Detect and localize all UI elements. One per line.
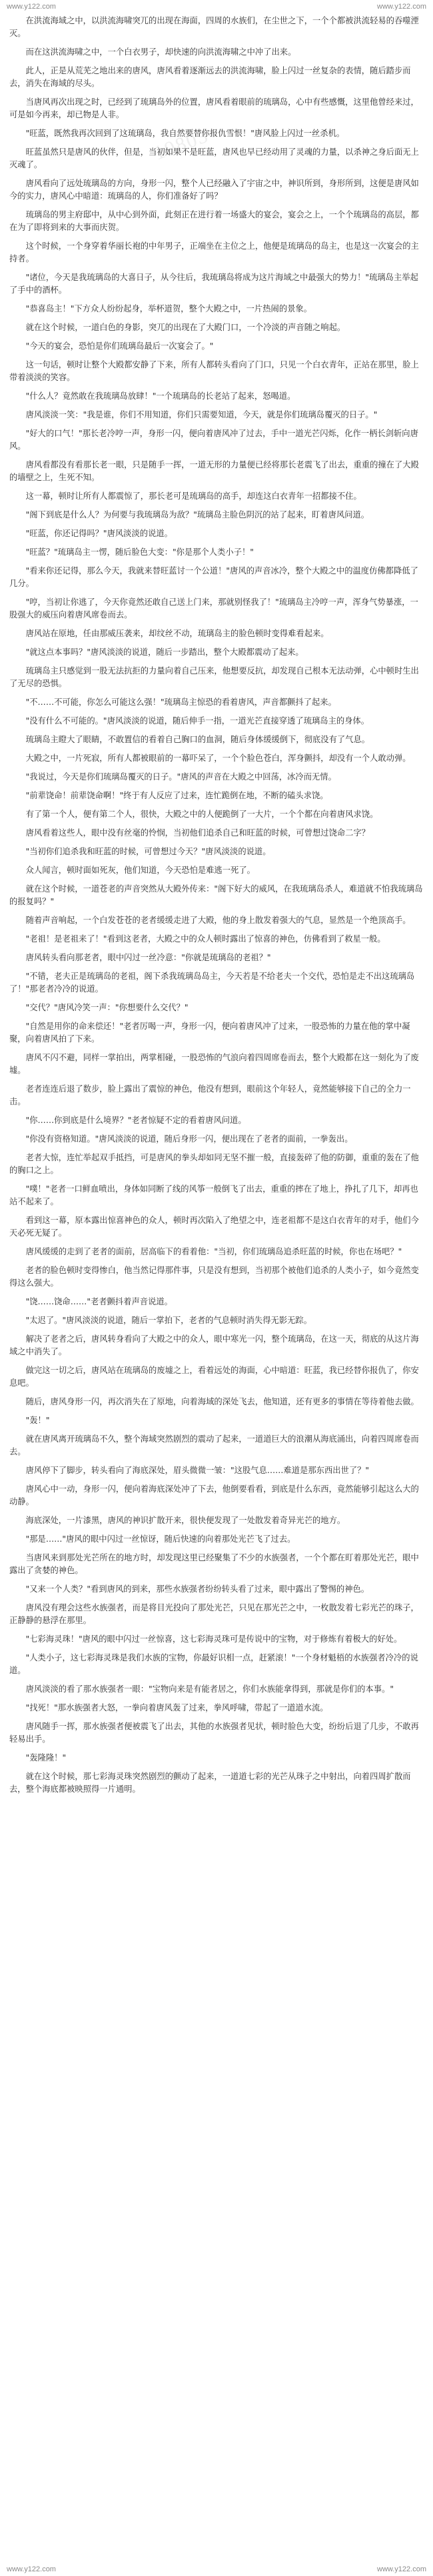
paragraph: 唐风停下了脚步，转头看向了海底深处，眉头微微一皱："这股气息……难道是那东西出世了？" — [25, 1466, 370, 1475]
paragraph: "轰隆隆！" — [25, 1753, 67, 1762]
paragraph: "旺蓝？"琉璃岛主一愣，随后脸色大变："你是那个人类小子！" — [25, 547, 254, 557]
paragraph: 就在唐风离开琉璃岛不久，整个海域突然剧烈的震动了起来，一道道巨大的浪潮从海底涌出，向着四周席卷而去。 — [9, 1434, 419, 1456]
paragraph: 唐风站在原地，任由那威压袭来，却纹丝不动，琉璃岛主的脸色顿时变得难看起来。 — [25, 629, 329, 638]
paragraph: "当初你们追杀我和旺蓝的时候，可曾想过今天？"唐风淡淡的说道。 — [25, 847, 271, 856]
paragraph: 随后，唐风身形一闪，再次消失在了原地，向着海域的深处飞去，他知道，还有更多的事情在等待着他去做。 — [25, 1397, 419, 1406]
paragraph: "什么人？竟然敢在我琉璃岛放肆！"一个琉璃岛的长老站了起来，怒喝道。 — [25, 391, 296, 401]
paragraph: "人类小子，这七彩海灵珠是我们水族的宝物，你最好识相一点，赶紧滚！"一个身材魁梧的水族强者冷冷的说道。 — [9, 1653, 418, 1675]
paragraph: 唐风淡淡一笑："我是谁，你们不用知道，你们只需要知道，今天，就是你们琉璃岛覆灭的日子。" — [25, 410, 378, 419]
paragraph: 大殿之中，一片死寂，所有人都被眼前的一幕吓呆了，一个个脸色苍白，浑身颤抖，却没有一个人敢动弹。 — [25, 754, 411, 763]
paragraph: 就在这个时候，一道苍老的声音突然从大殿外传来："阁下好大的威风，在我琉璃岛杀人，难道就不怕我琉璃岛的报复吗？" — [9, 884, 423, 906]
paragraph: 老者连连后退了数步，脸上露出了震惊的神色，他没有想到，眼前这个年轻人，竟然能够接下自己的全力一击。 — [9, 1084, 411, 1106]
paragraph: "饶……饶命……"老者颤抖着声音说道。 — [25, 1297, 173, 1306]
watermark-bottom-left: www.y122.com — [7, 2565, 56, 2573]
paragraph: 做完这一切之后，唐风站在琉璃岛的废墟之上，看着远处的海面，心中暗道：旺蓝，我已经替你报仇了，你安息吧。 — [9, 1366, 419, 1388]
paragraph: 在洪流海域之中，以洪流海啸突兀的出现在海面，四周的水族们，在尘世之下，一个个都被洪流轻易的吞噬湮灭。 — [9, 16, 419, 38]
paragraph: "找死！"那水族强者大怒，一拳向着唐风轰了过来，拳风呼啸，带起了一道道水流。 — [25, 1703, 328, 1712]
paragraph: 这一句话，顿时让整个大殿都安静了下来，所有人都转头看向了门口，只见一个白衣青年，正站在那里，脸上带着淡淡的笑容。 — [9, 360, 419, 382]
article-body — [9, 15, 424, 2557]
paragraph: "今天的宴会，恐怕是你们琉璃岛最后一次宴会了。" — [25, 341, 214, 351]
paragraph: "你……你到底是什么境界？"老者惊疑不定的看着唐风问道。 — [25, 1116, 246, 1125]
paragraph: 老者大惊，连忙举起双手抵挡，可是唐风的拳头却如同无坚不摧一般，直接轰碎了他的防御，重重的轰在了他的胸口之上。 — [9, 1153, 419, 1175]
paragraph: 众人闻言，顿时面如死灰，他们知道，今天恐怕是难逃一死了。 — [25, 866, 255, 875]
paragraph: "旺蓝，你还记得吗？"唐风淡淡的说道。 — [25, 529, 173, 538]
paragraph: "阁下到底是什么人？为何要与我琉璃岛为敌？"琉璃岛主脸色阴沉的站了起来，盯着唐风问道。 — [25, 510, 370, 519]
paragraph: 海底深处，一片漆黑，唐风的神识扩散开来，很快便发现了一处散发着奇异光芒的地方。 — [25, 1516, 346, 1525]
watermark-bottom-right: www.y122.com — [377, 2565, 426, 2573]
paragraph: 这一幕，顿时让所有人都震惊了，那长老可是琉璃岛的高手，却连这白衣青年一招都接不住。 — [25, 491, 362, 501]
paragraph: 唐风看都没有看那长老一眼，只是随手一挥，一道无形的力量便已经将那长老震飞了出去，重重的撞在了大殿的墙壁之上，生死不知。 — [9, 460, 419, 482]
paragraph: 唐风看向了远处琉璃岛的方向，身形一闪，整个人已经融入了宇宙之中，神识所到，身形所到，这便是唐风如今的实力，唐风心中暗道：琉璃岛的人，你们准备好了吗？ — [9, 179, 419, 201]
paragraph: "噗！"老者一口鲜血喷出，身体如同断了线的风筝一般倒飞了出去，重重的摔在了地上，挣扎了几下，却再也站不起来了。 — [9, 1184, 418, 1206]
paragraph: "看来你还记得，那么今天，我就来替旺蓝讨一个公道！"唐风的声音冰冷，整个大殿之中的温度仿佛都降低了几分。 — [9, 566, 418, 588]
paragraph: 唐风转头看向那老者，眼中闪过一丝冷意："你就是琉璃岛的老祖？" — [25, 953, 271, 962]
watermark-stamp: 19803 — [151, 124, 212, 165]
paragraph: 唐风随手一挥，那水族强者便被震飞了出去，其他的水族强者见状，顿时脸色大变，纷纷后退了几步，不敢再轻易出手。 — [9, 1722, 419, 1744]
paragraph: "那是……"唐风的眼中闪过一丝惊讶，随后快速的向着那处光芒飞了过去。 — [25, 1534, 296, 1544]
paragraph: 就在这个时候，那七彩海灵珠突然剧烈的颤动了起来，一道道七彩的光芒从珠子之中射出，向着四周扩散而去，整个海底都被映照得一片通明。 — [9, 1772, 411, 1794]
paragraph: "交代？"唐风冷笑一声："你想要什么交代？" — [25, 1003, 189, 1012]
paragraph: 琉璃岛的男主府邸中，从中心到外面，此刻正在进行着一场盛大的宴会，宴会之上，一个个琉璃岛的高层，都在为了即将到来的大事而庆贺。 — [9, 210, 419, 232]
paragraph: "好大的口气！"那长老冷哼一声，身形一闪，便向着唐风冲了过去，手中一道光芒闪烁，化作一柄长剑斩向唐风。 — [9, 429, 418, 451]
paragraph: "又来一个人类？"看到唐风的到来，那些水族强者纷纷转头看了过来，眼中露出了警惕的神色。 — [25, 1584, 370, 1594]
paragraph: 琉璃岛主瞪大了眼睛，不敢置信的看着自己胸口的血洞，随后身体缓缓倒下，彻底没有了气息。 — [25, 735, 370, 744]
watermark-top-left: www.y122.com — [7, 3, 56, 11]
paragraph: "太迟了。"唐风淡淡的说道，随后一掌拍下，老者的气息顿时消失得无影无踪。 — [25, 1316, 312, 1325]
paragraph: 当唐风再次出现之时，已经到了琉璃岛外的位置，唐风看着眼前的琉璃岛，心中有些感慨，这里他曾经来过，可是如今再来，却已物是人非。 — [9, 97, 419, 119]
watermark-top-right: www.y122.com — [377, 3, 426, 11]
paragraph: 老者的脸色顿时变得惨白，他当然记得那件事，只是没有想到，当初那个被他们追杀的人类小子，如今竟然变得这么强大。 — [9, 1266, 419, 1288]
paragraph: "不错，老夫正是琉璃岛的老祖，阁下杀我琉璃岛岛主，今天若是不给老夫一个交代，恐怕是走不出这琉璃岛了！"那老者冷冷的说道。 — [9, 972, 415, 994]
paragraph: 琉璃岛主只感觉到一股无法抗拒的力量向着自己压来，他想要反抗，却发现自己根本无法动弹，心中顿时生出了无尽的恐惧。 — [9, 666, 419, 688]
paragraph: 而在这洪流海啸之中，一个白衣男子，却快速的向洪流海啸之中冲了出来。 — [25, 47, 296, 57]
paragraph: 这个时候，一个身穿着华丽长袍的中年男子，正端坐在主位之上，他便是琉璃岛的岛主，也是这一次宴会的主持者。 — [9, 241, 419, 263]
paragraph: "没有什么不可能的。"唐风淡淡的说道，随后伸手一指，一道光芒直接穿透了琉璃岛主的身体。 — [25, 716, 370, 726]
paragraph: "自然是用你的命来偿还！"老者厉喝一声，身形一闪，便向着唐风冲了过来，一股恐怖的力量在他的掌中凝聚，向着唐风拍了下来。 — [9, 1022, 410, 1044]
paragraph: 随着声音响起，一个白发苍苍的老者缓缓走进了大殿，他的身上散发着强大的气息，显然是一个绝顶高手。 — [25, 916, 411, 925]
paragraph: "不……不可能，你怎么可能这么强！"琉璃岛主惊恐的看着唐风，声音都颤抖了起来。 — [25, 698, 336, 707]
paragraph: 看到这一幕，原本露出惊喜神色的众人，顿时再次陷入了绝望之中，连老祖都不是这白衣青年的对手，他们今天必死无疑了。 — [9, 1216, 419, 1238]
paragraph: 唐风缓缓的走到了老者的面前，居高临下的看着他："当初，你们琉璃岛追杀旺蓝的时候，你也在场吧？" — [25, 1247, 402, 1256]
paragraph: "恭喜岛主！"下方众人纷纷起身，举杯道贺，整个大殿之中，一片热闹的景象。 — [25, 304, 312, 313]
paragraph: 唐风不闪不避，同样一掌拍出，两掌相碰，一股恐怖的气浪向着四周席卷而去，整个大殿都在这一刻化为了废墟。 — [9, 1053, 419, 1075]
paragraph: "就这点本事吗？"唐风淡淡的说道，随后一步踏出，整个大殿都震动了起来。 — [25, 648, 304, 657]
paragraph: 解决了老者之后，唐风转身看向了大殿之中的众人，眼中寒光一闪，整个琉璃岛，在这一天，彻底的从这片海域之中消失了。 — [9, 1334, 419, 1356]
paragraph: 唐风看着这些人，眼中没有丝毫的怜悯，当初他们追杀自己和旺蓝的时候，可曾想过饶命二字？ — [25, 828, 370, 838]
paragraph: "我说过，今天是你们琉璃岛覆灭的日子。"唐风的声音在大殿之中回荡，冰冷而无情。 — [25, 772, 336, 782]
paragraph: 唐风淡淡的看了那水族强者一眼："宝物向来是有能者居之，你们水族能拿得到，那就是你们的本事。" — [25, 1684, 394, 1694]
paragraph: "七彩海灵珠！"唐风的眼中闪过一丝惊喜，这七彩海灵珠可是传说中的宝物，对于修炼有着极大的好处。 — [25, 1634, 402, 1644]
paragraph: "老祖！是老祖来了！"看到这老者，大殿之中的众人顿时露出了惊喜的神色，仿佛看到了救星一般。 — [25, 934, 386, 944]
paragraph: 唐风心中一动，身形一闪，便向着海底深处冲了下去，他倒要看看，到底是什么东西，竟然能够引起这么大的动静。 — [9, 1484, 419, 1506]
paragraph: 唐风没有理会这些水族强者，而是将目光投向了那处光芒，只见在那光芒之中，一枚散发着七彩光芒的珠子，正静静的悬浮在那里。 — [9, 1603, 419, 1625]
paragraph: 当唐风来到那处光芒所在的地方时，却发现这里已经聚集了不少的水族强者，一个个都在盯着那处光芒，眼中露出了贪婪的神色。 — [9, 1553, 419, 1575]
paragraph: "哼，当初让你逃了，今天你竟然还敢自己送上门来，那就别怪我了！"琉璃岛主冷哼一声，浑身气势暴涨，一股强大的威压向着唐风席卷而去。 — [9, 597, 418, 619]
paragraph: 就在这个时候，一道白色的身影，突兀的出现在了大殿门口，一个冷淡的声音随之响起。 — [25, 323, 346, 332]
paragraph: 旺蓝虽然只是唐风的伙伴，但是，当初如果不是旺蓝，唐风也早已经动用了灵魂的力量，以杀神之身后面无上灭魂了。 — [9, 147, 419, 169]
paragraph: "你没有资格知道。"唐风淡淡的说道，随后身形一闪，便出现在了老者的面前，一拳轰出。 — [25, 1134, 353, 1144]
paragraph: "旺蓝，既然我再次回到了这琉璃岛，我自然要替你报仇雪恨！"唐风脸上闪过一丝杀机。 — [25, 129, 345, 138]
paragraph: 此人，正是从荒芜之地出来的唐风，唐风看着逐渐远去的洪流海啸，脸上闪过一丝复杂的表情，随后踏步而去，消失在海域的尽头。 — [9, 66, 411, 88]
paragraph: "诸位，今天是我琉璃岛的大喜日子，从今往后，我琉璃岛将成为这片海域之中最强大的势力！"琉璃岛主举起了手中的酒杯。 — [9, 273, 418, 295]
paragraph: "前辈饶命！前辈饶命啊！"终于有人反应了过来，连忙跪倒在地，不断的磕头求饶。 — [25, 791, 328, 800]
paragraph: "轰！" — [25, 1416, 50, 1425]
paragraph: 有了第一个人，便有第二个人，很快，大殿之中的人便跪倒了一大片，一个个都在向着唐风求饶。 — [25, 810, 378, 819]
